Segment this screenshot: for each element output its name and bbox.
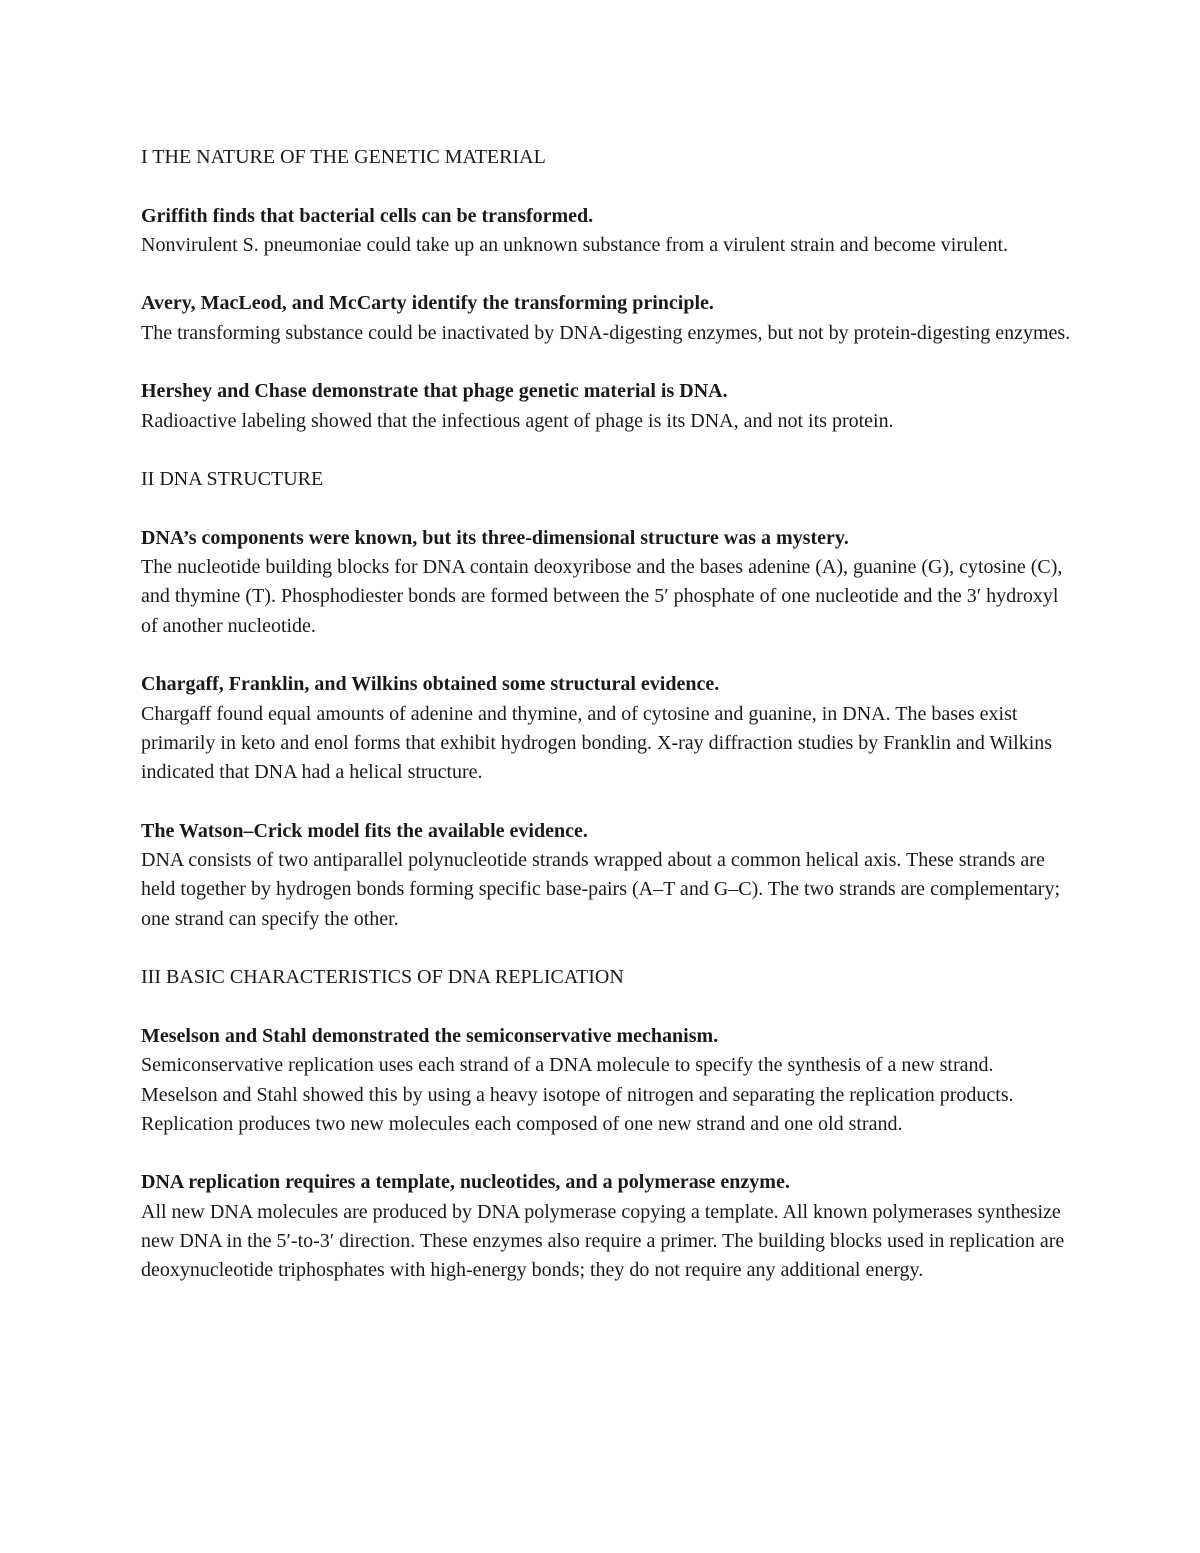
content-block [141,289,1071,348]
block-title: Avery, MacLeod, and McCarty identify the transforming principle. [141,292,714,315]
block-body: Nonvirulent S. pneumoniae could take up an unknown substance from a virulent strain and become virulent. [141,233,1009,256]
document-page [141,143,1071,1315]
block-body: The transforming substance could be inactivated by DNA-digesting enzymes, but not by protein-digesting enzymes. [141,321,1071,344]
block-title: Griffith finds that bacterial cells can be transformed. [141,204,594,227]
section-dna-structure [141,465,1071,934]
block-title: Meselson and Stahl demonstrated the semiconservative mechanism. [141,1024,719,1047]
content-block [141,524,1071,641]
section-heading: II DNA STRUCTURE [141,468,324,491]
block-title: DNA’s components were known, but its three-dimensional structure was a mystery. [141,526,849,549]
block-body: Chargaff found equal amounts of adenine and thymine, and of cytosine and guanine, in DNA. The bases exist primarily in keto and enol forms that exhibit hydrogen bonding. X-ray diffraction studies by Franklin and Wilkins indicated that DNA had a helical structure. [141,702,1053,784]
content-block [141,1168,1071,1285]
block-title: Chargaff, Franklin, and Wilkins obtained some structural evidence. [141,673,720,696]
block-title: Hershey and Chase demonstrate that phage genetic material is DNA. [141,380,728,403]
block-title: The Watson–Crick model fits the available evidence. [141,819,588,842]
block-title: DNA replication requires a template, nucleotides, and a polymerase enzyme. [141,1171,790,1194]
block-body: The nucleotide building blocks for DNA contain deoxyribose and the bases adenine (A), guanine (G), cytosine (C), and thymine (T). Phosphodiester bonds are formed between the 5′ phosphate of one nucleotide and the 3′ hydroxyl of another nucleotide. [141,556,1063,637]
content-block [141,817,1071,934]
section-heading: III BASIC CHARACTERISTICS OF DNA REPLICATION [141,966,624,989]
section-nature-of-genetic-material [141,143,1071,436]
block-body: Semiconservative replication uses each strand of a DNA molecule to specify the synthesis of a new strand. Meselson and Stahl showed this by using a heavy isotope of nitrogen and separating the replication products. Replication produces two new molecules each composed of one new strand and one old strand. [141,1054,1014,1135]
content-block [141,202,1071,261]
section-heading: I THE NATURE OF THE GENETIC MATERIAL [141,146,546,168]
content-block [141,377,1071,436]
block-body: Radioactive labeling showed that the infectious agent of phage is its DNA, and not its protein. [141,409,894,432]
block-body: DNA consists of two antiparallel polynucleotide strands wrapped about a common helical axis. These strands are held together by hydrogen bonds forming specific base-pairs (A–T and G–C). The two strands are complementary; one strand can specify the other. [141,849,1061,930]
block-body: All new DNA molecules are produced by DNA polymerase copying a template. All known polymerases synthesize new DNA in the 5′-to-3′ direction. These enzymes also require a primer. The building blocks used in replication are deoxynucleotide triphosphates with high-energy bonds; they do not require any additional energy. [141,1200,1065,1282]
content-block [141,1022,1071,1139]
section-dna-replication [141,963,1071,1285]
content-block [141,670,1071,787]
